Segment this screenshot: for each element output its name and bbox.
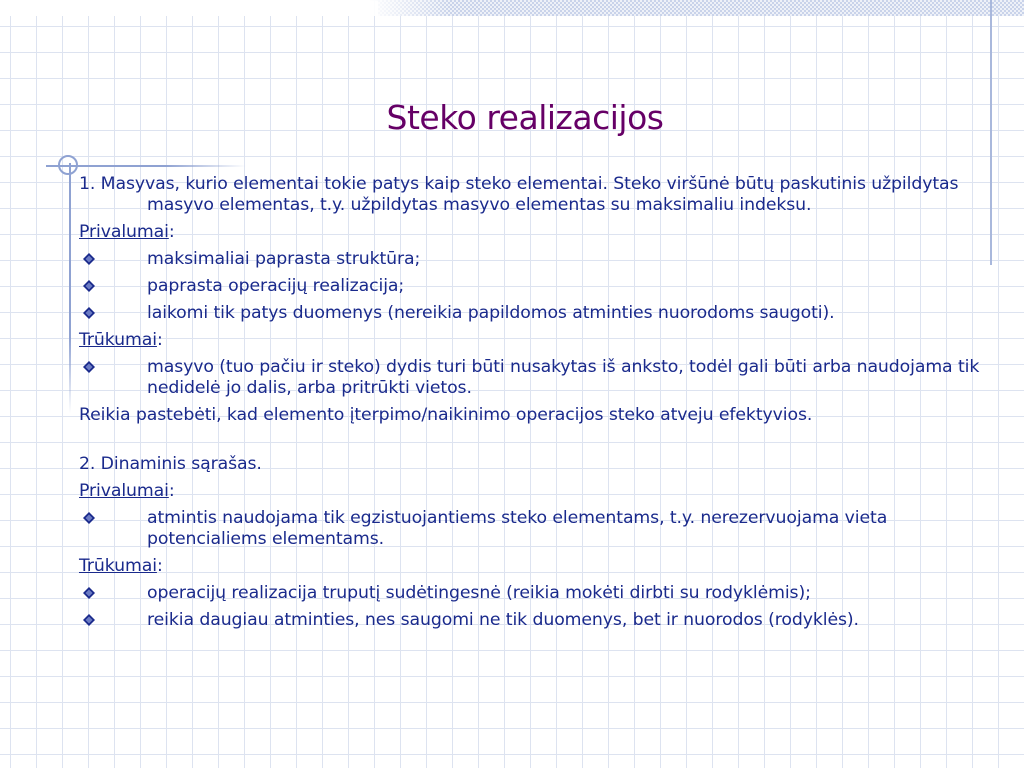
section1-cons-label: Trūkumai bbox=[79, 330, 157, 350]
colon: : bbox=[156, 330, 163, 350]
slide-title: Steko realizacijos bbox=[386, 98, 664, 137]
list-item bbox=[79, 583, 989, 604]
diamond-bullet-icon bbox=[83, 512, 95, 524]
section-spacer bbox=[79, 432, 989, 454]
list-item-text: laikomi tik patys duomenys (nereikia papildomos atminties nuorodoms saugoti). bbox=[147, 303, 835, 323]
section2-pros-label: Privalumai bbox=[79, 481, 169, 501]
section1-pros-heading bbox=[79, 222, 989, 243]
section2-pros-heading bbox=[79, 481, 989, 502]
diamond-bullet-icon bbox=[83, 614, 95, 626]
note-text: Reikia pastebėti, kad elemento įterpimo/naikinimo operacijos steko atveju efektyvios. bbox=[79, 405, 813, 425]
diamond-bullet-icon bbox=[83, 280, 95, 292]
section1-pros-label: Privalumai bbox=[79, 222, 169, 242]
diamond-bullet-icon bbox=[83, 587, 95, 599]
list-item bbox=[79, 303, 989, 324]
section2-cons-label: Trūkumai bbox=[79, 556, 157, 576]
list-item bbox=[79, 508, 989, 550]
list-item-text: masyvo (tuo pačiu ir steko) dydis turi būti nusakytas iš anksto, todėl gali būti arba naudojama tik nedidelė jo dalis, arba pritrūkti vietos. bbox=[147, 357, 980, 398]
list-item-text: atmintis naudojama tik egzistuojantiems steko elementams, t.y. nerezervuojama vieta potencialiems elementams. bbox=[147, 508, 888, 549]
top-band-fade bbox=[0, 0, 1024, 16]
list-item bbox=[79, 357, 989, 399]
slide-body bbox=[79, 174, 989, 637]
colon: : bbox=[168, 222, 175, 242]
list-item-text: maksimaliai paprasta struktūra; bbox=[147, 249, 421, 269]
rule-circle-ornament bbox=[58, 155, 78, 175]
section1-intro: 1. Masyvas, kurio elementai tokie patys kaip steko elementai. Steko viršūnė būtų paskutinis užpildytas masyvo elementas, t.y. užpildytas masyvo elementas su maksimaliu indeksu. bbox=[79, 174, 959, 215]
list-item-text: paprasta operacijų realizacija; bbox=[147, 276, 405, 296]
diamond-bullet-icon bbox=[83, 361, 95, 373]
list-item-text: reikia daugiau atminties, nes saugomi ne tik duomenys, bet ir nuorodos (rodyklės). bbox=[147, 610, 859, 630]
section1-cons-heading bbox=[79, 330, 989, 351]
list-item bbox=[79, 249, 989, 270]
list-item-text: operacijų realizacija truputį sudėtingesnė (reikia mokėti dirbti su rodyklėmis); bbox=[147, 583, 811, 603]
section2-cons-heading bbox=[79, 556, 989, 577]
colon: : bbox=[168, 481, 175, 501]
section2-intro: 2. Dinaminis sąrašas. bbox=[79, 454, 262, 474]
list-item bbox=[79, 610, 989, 631]
diamond-bullet-icon bbox=[83, 307, 95, 319]
colon: : bbox=[156, 556, 163, 576]
left-vertical-rule bbox=[69, 163, 71, 413]
diamond-bullet-icon bbox=[83, 253, 95, 265]
list-item bbox=[79, 276, 989, 297]
